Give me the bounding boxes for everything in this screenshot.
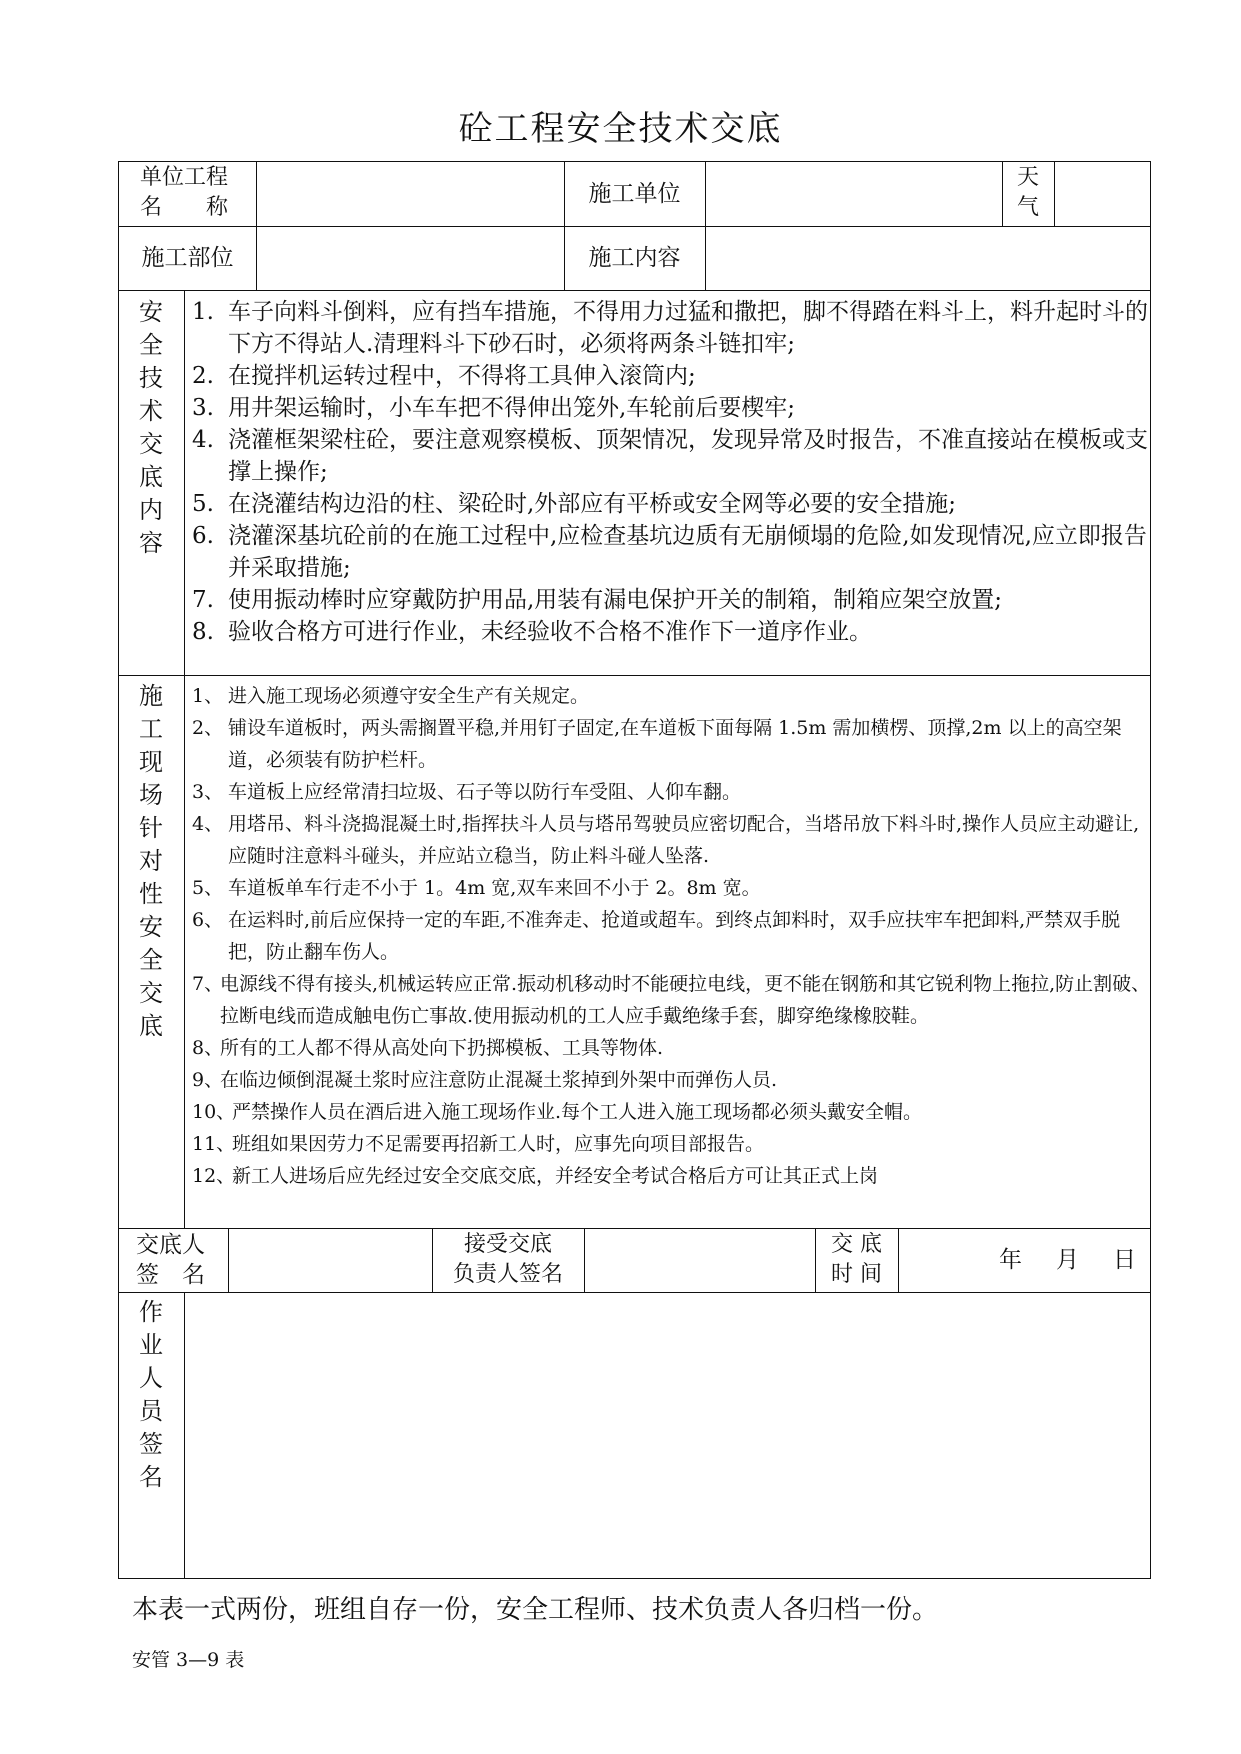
- workers-signature-area[interactable]: [185, 1293, 1150, 1578]
- site-section-label: 施 工 现 场 针 对 性 安 全 交 底: [139, 682, 163, 1040]
- form-code: 安管 3—9 表: [132, 1649, 245, 1671]
- column-divider: [184, 290, 185, 1228]
- disclosure-time-label: 交 底 时 间: [831, 1232, 882, 1287]
- construction-unit-label: 施工单位: [588, 180, 681, 207]
- list-item: 6、 在运料时,前后应保持一定的车距,不准奔走、抢道或超车。到终点卸料时，双手应扶牢车把卸料,严禁双手脱把，防止翻车伤人。: [192, 909, 1121, 963]
- list-item: 8、 所有的工人都不得从高处向下扔掷模板、工具等物体.: [192, 1037, 664, 1059]
- list-item: 11、 班组如果因劳力不足需要再招新工人时，应事先向项目部报告。: [192, 1133, 765, 1155]
- construction-part-label: 施工部位: [141, 245, 234, 271]
- receiver-signature-field[interactable]: [585, 1229, 814, 1291]
- date-day-label: 日: [1113, 1247, 1136, 1273]
- list-item: 5、 车道板单车行走不小于 1。4m 宽,双车来回不小于 2。8m 宽。: [192, 877, 761, 899]
- list-item: 5. 在浇灌结构边沿的柱、梁砼时,外部应有平桥或安全网等必要的安全措施;: [192, 491, 957, 517]
- list-item: 10、 严禁操作人员在酒后进入施工现场作业.每个工人进入施工现场都必须头戴安全帽。: [192, 1101, 923, 1123]
- list-item: 3、 车道板上应经常清扫垃圾、石子等以防行车受阻、人仰车翻。: [192, 781, 742, 803]
- construction-content-label: 施工内容: [588, 245, 681, 271]
- document-title: 砼工程安全技术交底: [458, 109, 783, 149]
- footer-note: 本表一式两份，班组自存一份，安全工程师、技术负责人各归档一份。: [132, 1595, 939, 1625]
- construction-unit-value[interactable]: [706, 162, 1001, 225]
- date-year-label: 年: [999, 1247, 1022, 1273]
- receiver-signature-label: 接受交底 负责人签名: [452, 1232, 563, 1287]
- workers-signature-label: 作 业 人 员 签 名: [139, 1298, 163, 1491]
- construction-content-value[interactable]: [706, 227, 1150, 289]
- list-item: 4、 用塔吊、料斗浇捣混凝土时,指挥扶斗人员与塔吊驾驶员应密切配合，当塔吊放下料斗时,操作人员应主动避让,应随时注意料斗碰头，并应站立稳当，防止料斗碰人坠落.: [192, 813, 1140, 867]
- list-item: 7. 使用振动棒时应穿戴防护用品,用装有漏电保护开关的制箱，制箱应架空放置;: [192, 587, 1003, 613]
- discloser-signature-label: 交底人 签 名: [136, 1232, 205, 1288]
- construction-part-value[interactable]: [257, 227, 563, 289]
- safety-items-list: [192, 296, 1152, 648]
- list-item: 7、 电源线不得有接头,机械运转应正常.振动机移动时不能硬拉电线，更不能在钢筋和其它锐利物上拖拉,防止割破、拉断电线而造成触电伤亡事故.使用振动机的工人应手戴绝缘手套，脚穿绝缘橡胶鞋。: [192, 973, 1151, 1027]
- list-item: 2、 铺设车道板时，两头需搁置平稳,并用钉子固定,在车道板下面每隔 1.5m 需加横楞、顶撑,2m 以上的高空架道，必须装有防护栏杆。: [192, 717, 1122, 771]
- discloser-signature-field[interactable]: [229, 1229, 431, 1291]
- unit-project-name-value[interactable]: [257, 162, 563, 225]
- list-item: 1. 车子向料斗倒料，应有挡车措施，不得用力过猛和撒把，脚不得踏在料斗上，料升起时斗的下方不得站人.清理料斗下砂石时，必须将两条斗链扣牢;: [192, 299, 1148, 357]
- list-item: 9、 在临边倾倒混凝土浆时应注意防止混凝土浆掉到外架中而弹伤人员.: [192, 1069, 778, 1091]
- list-item: 3. 用井架运输时，小车车把不得伸出笼外,车轮前后要楔牢;: [192, 395, 796, 421]
- list-item: 8. 验收合格方可进行作业，未经验收不合格不准作下一道序作业。: [192, 619, 872, 645]
- list-item: 12、 新工人进场后应先经过安全交底交底，并经安全考试合格后方可让其正式上岗: [192, 1165, 879, 1187]
- weather-label: 天 气: [1016, 165, 1039, 220]
- unit-project-name-label: 单位工程 名 称: [140, 165, 229, 220]
- weather-value[interactable]: [1055, 162, 1150, 225]
- list-item: 6. 浇灌深基坑砼前的在施工过程中,应检查基坑边质有无崩倾塌的危险,如发现情况,应立即报告并采取措施;: [192, 523, 1147, 581]
- row-divider: [118, 675, 1151, 676]
- row-divider: [118, 290, 1151, 291]
- list-item: 2. 在搅拌机运转过程中，不得将工具伸入滚筒内;: [192, 363, 696, 389]
- date-month-label: 月: [1056, 1247, 1079, 1273]
- list-item: 4. 浇灌框架梁柱砼，要注意观察模板、顶架情况，发现异常及时报告，不准直接站在模板或支撑上操作;: [192, 427, 1148, 485]
- disclosure-date-field[interactable]: [899, 1229, 1150, 1291]
- site-items-list: [192, 680, 1152, 1192]
- list-item: 1、 进入施工现场必须遵守安全生产有关规定。: [192, 685, 590, 707]
- safety-section-label: 安 全 技 术 交 底 内 容: [139, 298, 163, 557]
